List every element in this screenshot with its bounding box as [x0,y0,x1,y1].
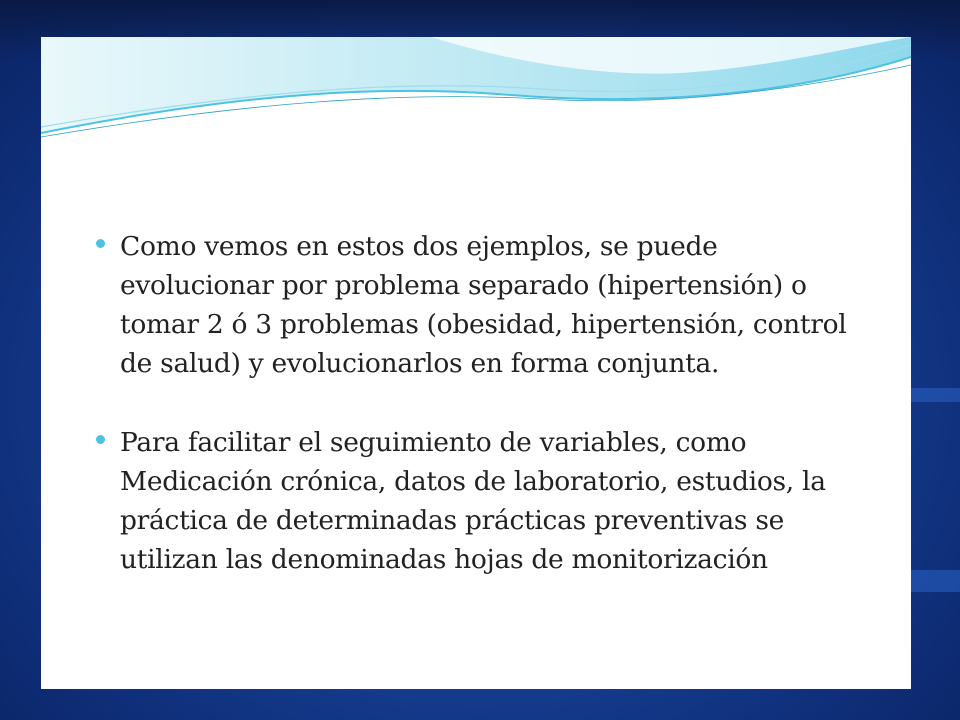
bullet-list [96,227,876,619]
bullet-item [96,227,876,383]
bullet-item [96,423,876,579]
bullet-dot-icon [96,435,105,444]
bullet-text: Como vemos en estos dos ejemplos, se puede evolucionar por problema separado (hipertensión) o tomar 2 ó 3 problemas (obesidad, hipertensión, control de salud) y evolucionarlos en forma conjunta. [120,231,847,379]
header-wave-decoration [41,37,911,147]
slide-panel [41,37,911,689]
bullet-dot-icon [96,239,105,248]
bullet-text: Para facilitar el seguimiento de variables, como Medicación crónica, datos de laboratorio, estudios, la práctica de determinadas prácticas preventivas se utilizan las denominadas hojas de monitorización [120,427,826,575]
